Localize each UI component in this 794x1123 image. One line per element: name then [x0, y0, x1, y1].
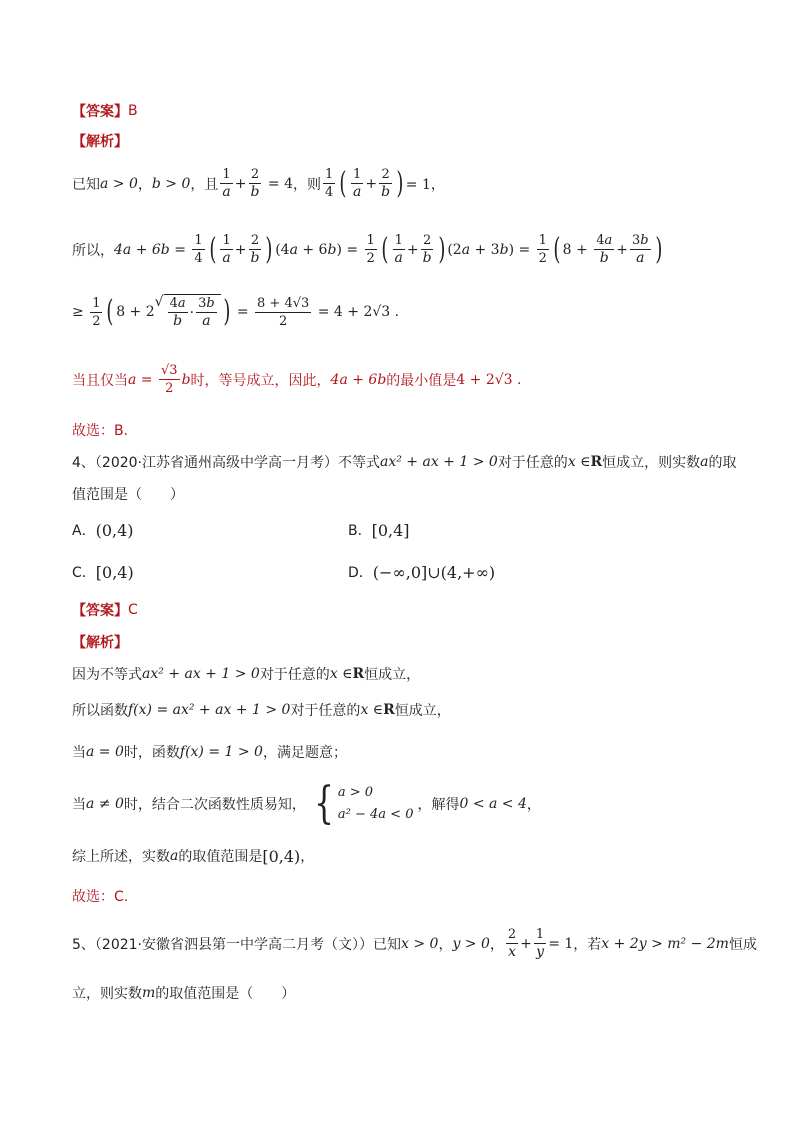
answer-value: B: [128, 103, 138, 119]
q4-analysis-line3: 当 a = 0 时，函数 f(x) = 1 > 0 ，满足题意；: [72, 744, 347, 761]
q4-option-c[interactable]: C． [0,4): [72, 562, 134, 582]
q4-option-a[interactable]: A． (0,4): [72, 520, 134, 540]
q4-analysis-line4: 当 a ≠ 0 时，结合二次函数性质易知， { a > 0 a² − 4a < 0 ，解得 0 < a < 4 ，: [72, 778, 541, 829]
sqrt: √ $\frac{4a}{b}$ · $\frac{3b}{a}$: [155, 294, 221, 330]
fraction: $\frac{1}{a}$: [353, 167, 362, 200]
q4-analysis-label: 【解析】: [72, 635, 128, 651]
q3-analysis-label: 【解析】: [72, 134, 128, 150]
equation-system: { a > 0 a² − 4a < 0: [314, 778, 414, 829]
q3-equality-line: 当且仅当 a = $\frac{√3}{2}$ b 时，等号成立，因此， 4a + 6b 的最小值是 4 + 2 √3 .: [72, 363, 522, 396]
q4-select: 故选：C.: [72, 889, 129, 905]
fraction: $\frac{1}{4}$: [325, 167, 334, 200]
q4-analysis-line2: 所以函数 f(x) = ax² + ax + 1 > 0 对于任意的 x ∈ R 恒成立，: [72, 702, 451, 719]
q3-given-line: 已知 a > 0 ， b > 0 ，且 $\frac{1}{a}$ + $\frac{2}{b}$ = 4 ，则 $\frac{1}{4}$ ( $\frac{1}{a}$ + $\frac{2}{b}$ ) = 1，: [72, 165, 445, 201]
q3-select: 故选：B.: [72, 423, 129, 439]
q4-stem-line1: 4、（2020·江苏省通州高级中学高一月考）不等式 ax² + ax + 1 > 0 对于任意的 x ∈ R 恒成立，则实数 a 的取: [72, 454, 737, 471]
q4-option-b[interactable]: B． [0,4]: [348, 520, 410, 540]
fraction: $\frac{2}{b}$: [250, 167, 260, 200]
fraction: $\frac{1}{a}$: [222, 167, 231, 200]
q5-stem-line1: 5、（2021·安徽省泗县第一中学高二月考（文））已知 x > 0 ， y > 0 ， $\frac{2}{x}$ + $\frac{1}{y}$ = 1 ，若 x + 2y > m² − 2m 恒成: [72, 927, 757, 960]
fraction: $\frac{2}{b}$: [381, 167, 391, 200]
q4-analysis-line1: 因为不等式 ax² + ax + 1 > 0 对于任意的 x ∈ R 恒成立，: [72, 666, 421, 683]
q3-inequality-line: ≥ $\frac{1}{2}$ ( 8 + 2 √ $\frac{4a}{b}$ · $\frac{3b}{a}$ ) = $\frac{8 + 4√3}{2}$ = 4 + 2√3 .: [72, 294, 400, 329]
q3-answer-line: [72, 101, 138, 121]
answer-label: 【答案】: [72, 104, 128, 120]
q4-stem-line2: 值范围是（ ）: [72, 487, 184, 503]
q5-stem-line2: 立，则实数 m 的取值范围是（ ）: [72, 985, 296, 1002]
q4-option-d[interactable]: D． (−∞,0]∪(4,+∞): [348, 562, 496, 582]
q4-answer-line: 【答案】 C: [72, 602, 138, 619]
q4-analysis-line5: 综上所述，实数 a 的取值范围是 [0,4) ，: [72, 846, 315, 866]
q3-derivation-line: 所以， 4a + 6b = $\frac{1}{4}$ ( $\frac{1}{a}$ + $\frac{2}{b}$ ) (4a + 6b) = $\frac{1}{2}$ ( $\frac{1}{a}$ + $\frac{2}{b}$ ) (2a + 3b) = $\frac{1}{2}$ ( 8 + $\frac{4a}{b}$ + $\frac{3b}{a}$ ): [72, 231, 662, 267]
